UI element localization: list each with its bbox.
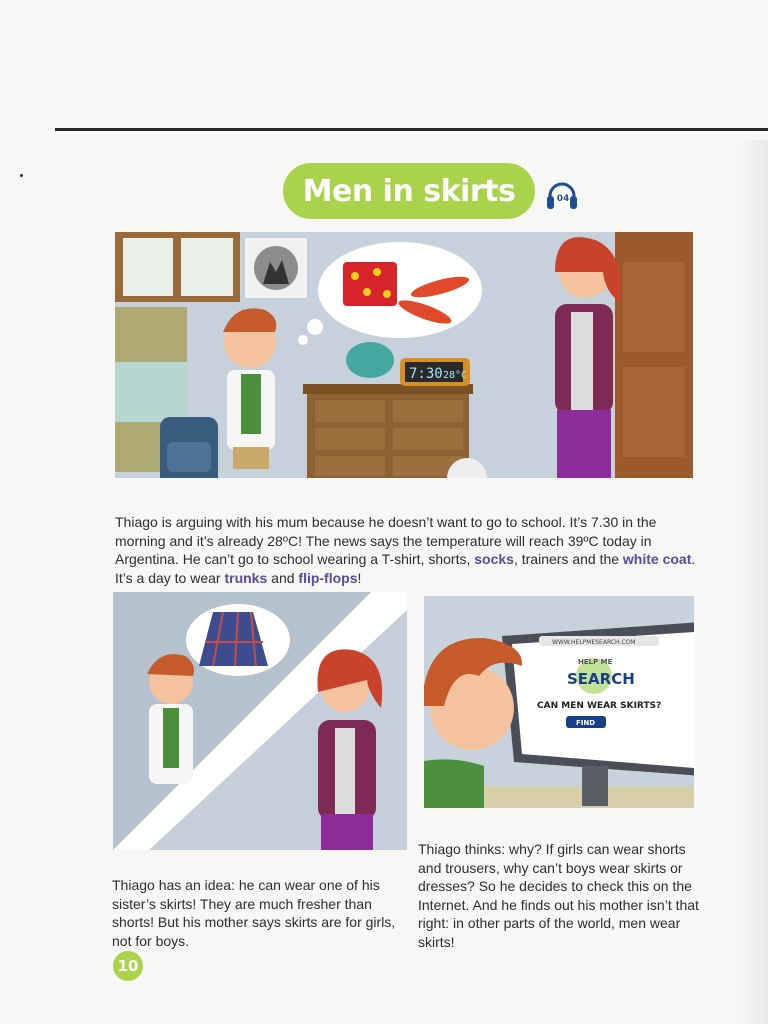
vocab-flip-flops: flip-flops: [298, 569, 358, 586]
audio-track-number: 04: [556, 194, 570, 204]
browser-url: WWW.HELPMESEARCH.COM: [552, 639, 636, 646]
clock-time: 7:30: [409, 366, 443, 382]
margin-dot: [20, 174, 23, 177]
logo-search: SEARCH: [567, 670, 635, 688]
clock-temperature: 28°C: [443, 370, 468, 381]
find-button: FIND: [576, 719, 596, 727]
illustration-internet-search: [424, 596, 694, 808]
header-rule: [55, 128, 768, 131]
page-number: 10: [113, 951, 143, 981]
illustration-skirt-idea: [113, 592, 407, 850]
vocab-white-coat: white coat: [622, 551, 692, 568]
search-query: CAN MEN WEAR SKIRTS?: [537, 701, 662, 711]
vocab-socks: socks: [474, 551, 514, 568]
caption-thinks: Thiago thinks: why? If girls can wear shorts and trousers, why can’t boys wear skirts or dresses? So he decides to check this on the Internet. And he finds out his mother isn’t that right: in other parts of the world, men wear skirts!: [418, 841, 699, 950]
caption-idea: Thiago has an idea: he can wear one of his sister’s skirts! They are much fresher than shorts! But his mother says skirts are for girls, not for boys.: [112, 877, 396, 949]
page-title: Men in skirts: [283, 163, 535, 219]
vocab-trunks: trunks: [224, 569, 268, 586]
caption-arguing: Thiago is arguing with his mum because he doesn’t want to go to school. It’s 7.30 in the morning and it’s already 28ºC! The news says the temperature will reach 39ºC today in Argentina. He can’t go to school wearing a T-shirt, shorts, socks, trainers and the white coat. It’s a day to wear trunks and flip-flops!: [115, 514, 696, 586]
page-edge-shadow: [740, 140, 768, 1024]
logo-help-me: HELP ME: [578, 658, 613, 666]
illustration-bedroom: [115, 232, 693, 478]
